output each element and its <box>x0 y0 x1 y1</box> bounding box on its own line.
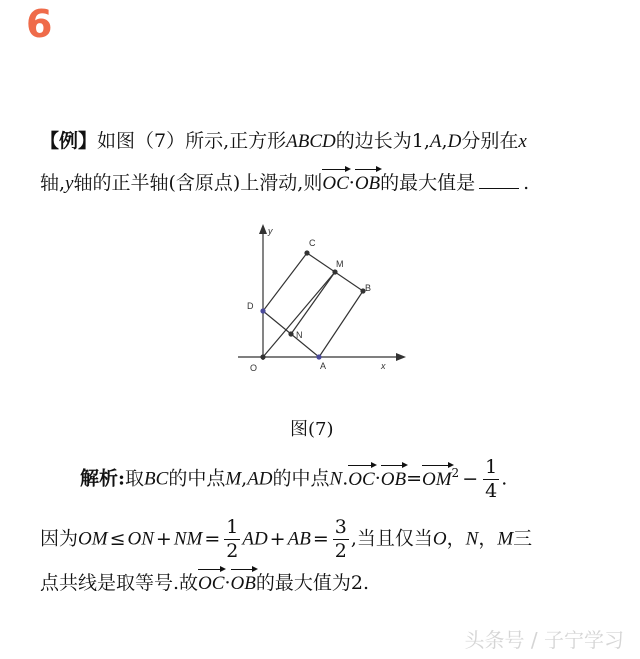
label-d: D <box>247 301 254 311</box>
label-n: N <box>296 330 303 340</box>
text: 轴的正半轴(含原点)上滑动,则 <box>73 172 323 194</box>
text: = <box>406 467 422 490</box>
segment-om <box>263 272 335 357</box>
math: A <box>429 131 442 152</box>
vector-om: OM <box>421 468 452 490</box>
point-a <box>316 354 321 359</box>
text: 的最大值为 <box>255 572 351 594</box>
text: 如图（7）所示,正方形 <box>97 130 287 152</box>
figure-caption: 图(7) <box>290 419 334 440</box>
label-o: O <box>250 363 258 373</box>
math: x <box>518 131 527 152</box>
math: OM <box>78 528 108 550</box>
point-o <box>260 354 265 359</box>
text: 点共线是取等号.故 <box>40 572 199 594</box>
vector-ob: OB <box>354 173 381 194</box>
math: M <box>225 468 242 490</box>
text: 的中点 <box>168 467 226 490</box>
text: · <box>348 172 355 194</box>
denominator: 2 <box>226 540 239 562</box>
math: N <box>465 528 479 550</box>
text: ≤ <box>109 527 126 550</box>
text: . <box>501 467 508 490</box>
text: ， <box>478 527 498 550</box>
example-tag: 【例】 <box>40 130 98 152</box>
vector-oc: OC <box>348 468 375 490</box>
math: M <box>497 528 514 550</box>
math: y <box>65 173 74 194</box>
text: ， <box>446 527 466 550</box>
answer-value: 2 <box>350 572 363 594</box>
text: = <box>312 527 329 550</box>
math: ON <box>127 528 154 550</box>
label-m: M <box>336 259 344 269</box>
text: . <box>523 172 530 194</box>
math: AD <box>242 528 268 550</box>
problem-line-2 <box>40 174 529 193</box>
text: 分别在 <box>461 130 519 152</box>
text: · <box>224 572 231 594</box>
fraction-1-4 <box>483 458 499 501</box>
denominator: 2 <box>334 540 347 562</box>
text: + <box>155 527 172 550</box>
fraction-3-2 <box>333 518 349 561</box>
math: D <box>447 131 462 152</box>
y-axis-arrow <box>259 224 267 234</box>
point-c <box>304 250 309 255</box>
text: 因为 <box>40 527 79 550</box>
text: . <box>362 572 369 594</box>
vector-ob: OB <box>230 573 256 594</box>
text: ,当且仅当 <box>350 527 433 550</box>
label-x: x <box>381 361 386 371</box>
denominator: 4 <box>485 480 498 502</box>
fraction-1-2 <box>224 518 240 561</box>
label-y: y <box>268 226 273 236</box>
point-d <box>260 308 265 313</box>
text: 的中点 <box>272 467 330 490</box>
answer-blank <box>479 188 519 189</box>
text: , <box>241 467 248 490</box>
vector-oc: OC <box>322 173 349 194</box>
text: , <box>441 130 448 152</box>
text: 轴, <box>40 172 66 194</box>
text: + <box>269 527 286 550</box>
label-b: B <box>365 283 372 293</box>
vector-oc: OC <box>198 573 225 594</box>
point-n <box>288 331 293 336</box>
label-c: C <box>309 238 316 248</box>
text: − <box>462 467 479 490</box>
figure-square-diagram <box>228 222 408 382</box>
problem-line-1 <box>40 132 527 151</box>
text: 取 <box>125 467 145 490</box>
text: 的边长为 <box>335 130 412 152</box>
solution-label: 解析: <box>80 467 126 490</box>
text: 三 <box>513 527 533 550</box>
numerator: 3 <box>334 516 347 538</box>
text: , <box>423 130 430 152</box>
text: . <box>342 467 349 490</box>
math: AD <box>247 468 273 490</box>
solution-line-2 <box>40 518 532 561</box>
numerator: 1 <box>485 456 498 478</box>
math: NM <box>173 528 203 550</box>
math: BC <box>144 468 169 490</box>
superscript: 2 <box>451 466 460 481</box>
math: AB <box>287 528 311 550</box>
segment-nm <box>291 272 335 334</box>
text: · <box>374 467 381 490</box>
section-number: 6 <box>26 2 53 46</box>
numerator: 1 <box>226 516 239 538</box>
watermark: 头条号 / 子宁学习 <box>464 628 624 652</box>
vector-ob: OB <box>380 468 407 490</box>
solution-line-3 <box>40 574 369 593</box>
text: 的最大值是 <box>380 172 476 194</box>
math: O <box>432 528 447 550</box>
solution-line-1 <box>80 458 507 501</box>
label-a: A <box>320 361 327 371</box>
x-axis-arrow <box>396 353 406 361</box>
math-square: ABCD <box>286 131 336 152</box>
text: = <box>204 527 221 550</box>
math: 1 <box>411 130 424 152</box>
square-abcd <box>263 253 363 357</box>
math: N <box>329 468 343 490</box>
point-m <box>332 269 337 274</box>
